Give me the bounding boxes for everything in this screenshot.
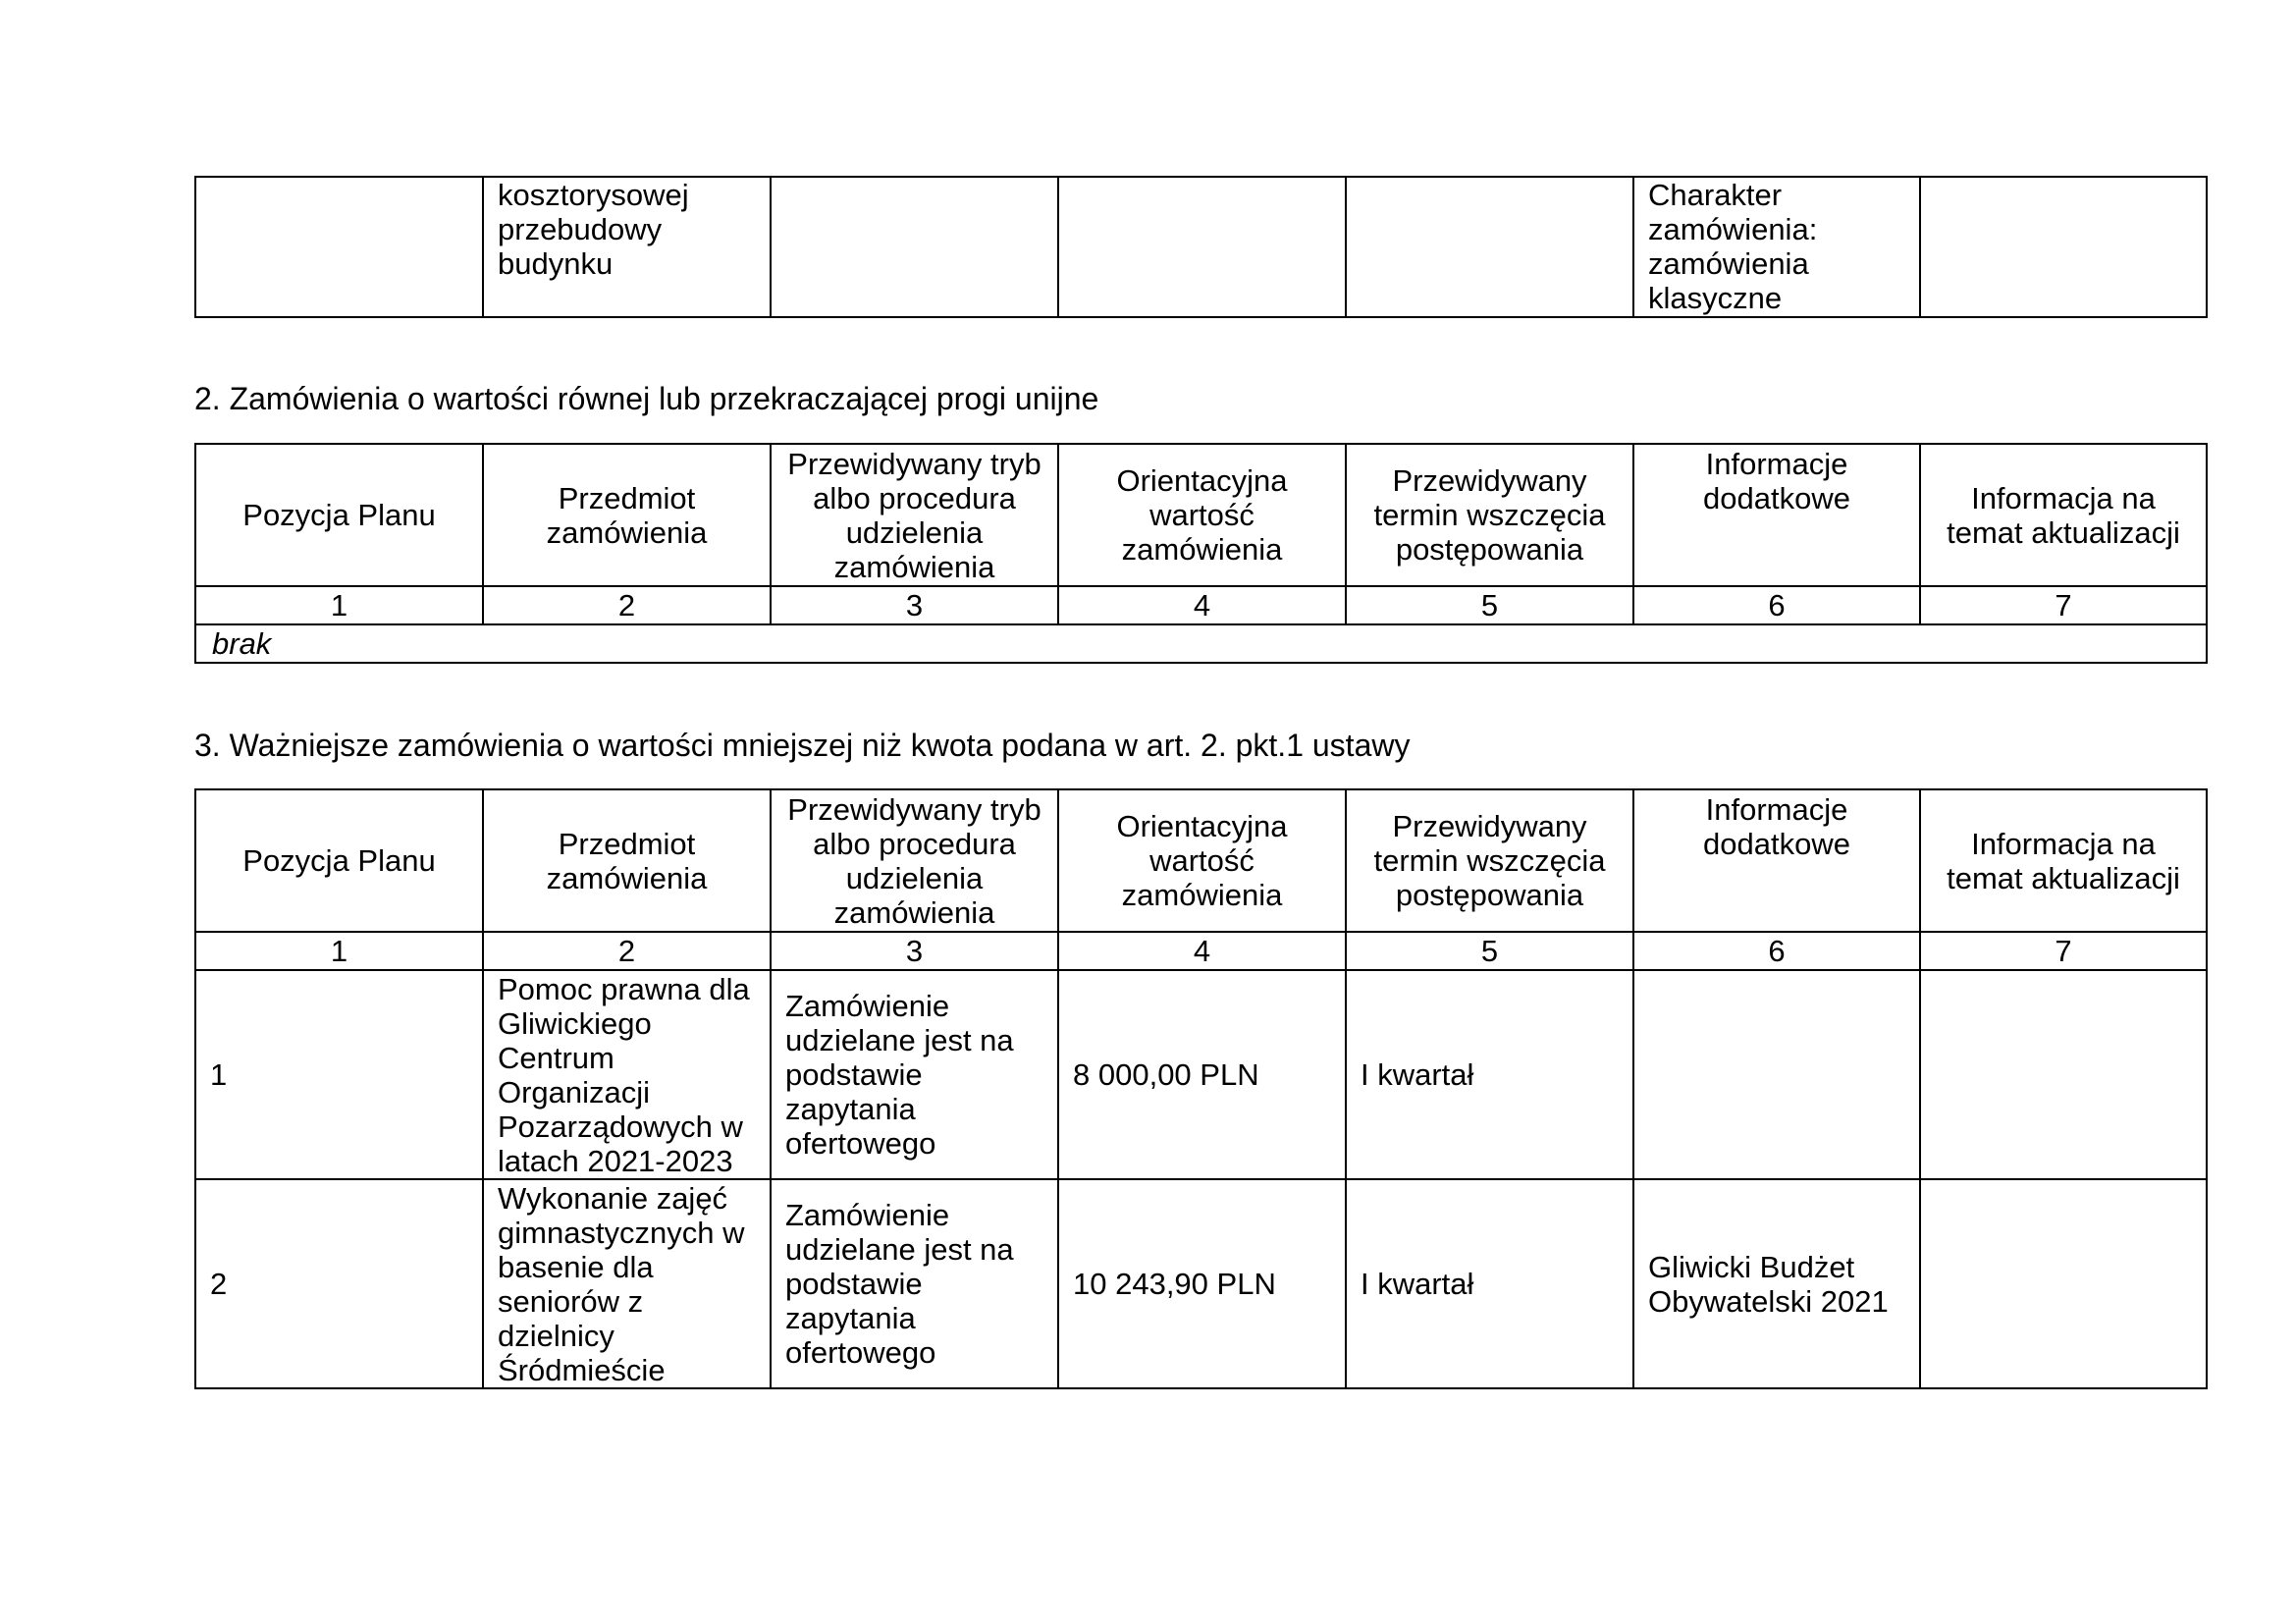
cell-term: I kwartał xyxy=(1346,970,1633,1179)
cell-value: 8 000,00 PLN xyxy=(1058,970,1346,1179)
cell-procedure: Zamówienie udzielane jest na podstawie zapytania ofertowego xyxy=(771,970,1058,1179)
cell-procedure: Zamówienie udzielane jest na podstawie zapytania ofertowego xyxy=(771,1179,1058,1388)
header-term: Przewidywany termin wszczęcia postępowania xyxy=(1346,789,1633,932)
header-position: Pozycja Planu xyxy=(195,444,483,586)
header-update-info: Informacja na temat aktualizacji xyxy=(1920,444,2207,586)
column-number-row xyxy=(195,586,2207,624)
header-subject: Przedmiot zamówienia xyxy=(483,444,771,586)
header-value: Orientacyjna wartość zamówienia xyxy=(1058,789,1346,932)
column-number: 2 xyxy=(483,586,771,624)
header-additional-info: Informacje dodatkowe xyxy=(1633,789,1920,932)
header-position: Pozycja Planu xyxy=(195,789,483,932)
header-procedure: Przewidywany tryb albo procedura udzielenia zamówienia xyxy=(771,444,1058,586)
header-term: Przewidywany termin wszczęcia postępowania xyxy=(1346,444,1633,586)
column-number: 7 xyxy=(1920,586,2207,624)
empty-note: brak xyxy=(195,624,2207,663)
column-number: 4 xyxy=(1058,932,1346,970)
cell-procedure xyxy=(771,177,1058,317)
column-number: 2 xyxy=(483,932,771,970)
column-number: 4 xyxy=(1058,586,1346,624)
cell-subject: Pomoc prawna dla Gliwickiego Centrum Organizacji Pozarządowych w latach 2021-2023 xyxy=(483,970,771,1179)
cell-update-info xyxy=(1920,177,2207,317)
header-value: Orientacyjna wartość zamówienia xyxy=(1058,444,1346,586)
cell-term xyxy=(1346,177,1633,317)
cell-additional-info: Gliwicki Budżet Obywatelski 2021 xyxy=(1633,1179,1920,1388)
table-row xyxy=(195,1179,2207,1388)
cell-position: 2 xyxy=(195,1179,483,1388)
column-number: 5 xyxy=(1346,932,1633,970)
column-number: 7 xyxy=(1920,932,2207,970)
column-number-row xyxy=(195,932,2207,970)
column-number: 3 xyxy=(771,586,1058,624)
section-3-table xyxy=(194,788,2208,1389)
header-procedure: Przewidywany tryb albo procedura udzielenia zamówienia xyxy=(771,789,1058,932)
header-additional-info: Informacje dodatkowe xyxy=(1633,444,1920,586)
section-2-title: 2. Zamówienia o wartości równej lub przekraczającej progi unijne xyxy=(194,381,1099,416)
column-number: 6 xyxy=(1633,932,1920,970)
cell-term: I kwartał xyxy=(1346,1179,1633,1388)
header-row xyxy=(195,789,2207,932)
column-number: 5 xyxy=(1346,586,1633,624)
column-number: 3 xyxy=(771,932,1058,970)
continuation-table xyxy=(194,176,2208,318)
column-number: 1 xyxy=(195,932,483,970)
cell-subject: kosztorysowej przebudowy budynku xyxy=(483,177,771,317)
cell-position xyxy=(195,177,483,317)
cell-additional-info xyxy=(1633,970,1920,1179)
cell-position: 1 xyxy=(195,970,483,1179)
cell-value xyxy=(1058,177,1346,317)
header-row xyxy=(195,444,2207,586)
cell-additional-info: Charakter zamówienia: zamówienia klasyczne xyxy=(1633,177,1920,317)
column-number: 1 xyxy=(195,586,483,624)
cell-update-info xyxy=(1920,1179,2207,1388)
cell-subject: Wykonanie zajęć gimnastycznych w basenie dla seniorów z dzielnicy Śródmieście xyxy=(483,1179,771,1388)
cell-update-info xyxy=(1920,970,2207,1179)
cell-value: 10 243,90 PLN xyxy=(1058,1179,1346,1388)
table-row xyxy=(195,177,2207,317)
header-subject: Przedmiot zamówienia xyxy=(483,789,771,932)
section-3-title: 3. Ważniejsze zamówienia o wartości mniejszej niż kwota podana w art. 2. pkt.1 ustawy xyxy=(194,728,1411,763)
column-number: 6 xyxy=(1633,586,1920,624)
header-update-info: Informacja na temat aktualizacji xyxy=(1920,789,2207,932)
section-2-table xyxy=(194,443,2208,664)
table-row xyxy=(195,624,2207,663)
table-row xyxy=(195,970,2207,1179)
